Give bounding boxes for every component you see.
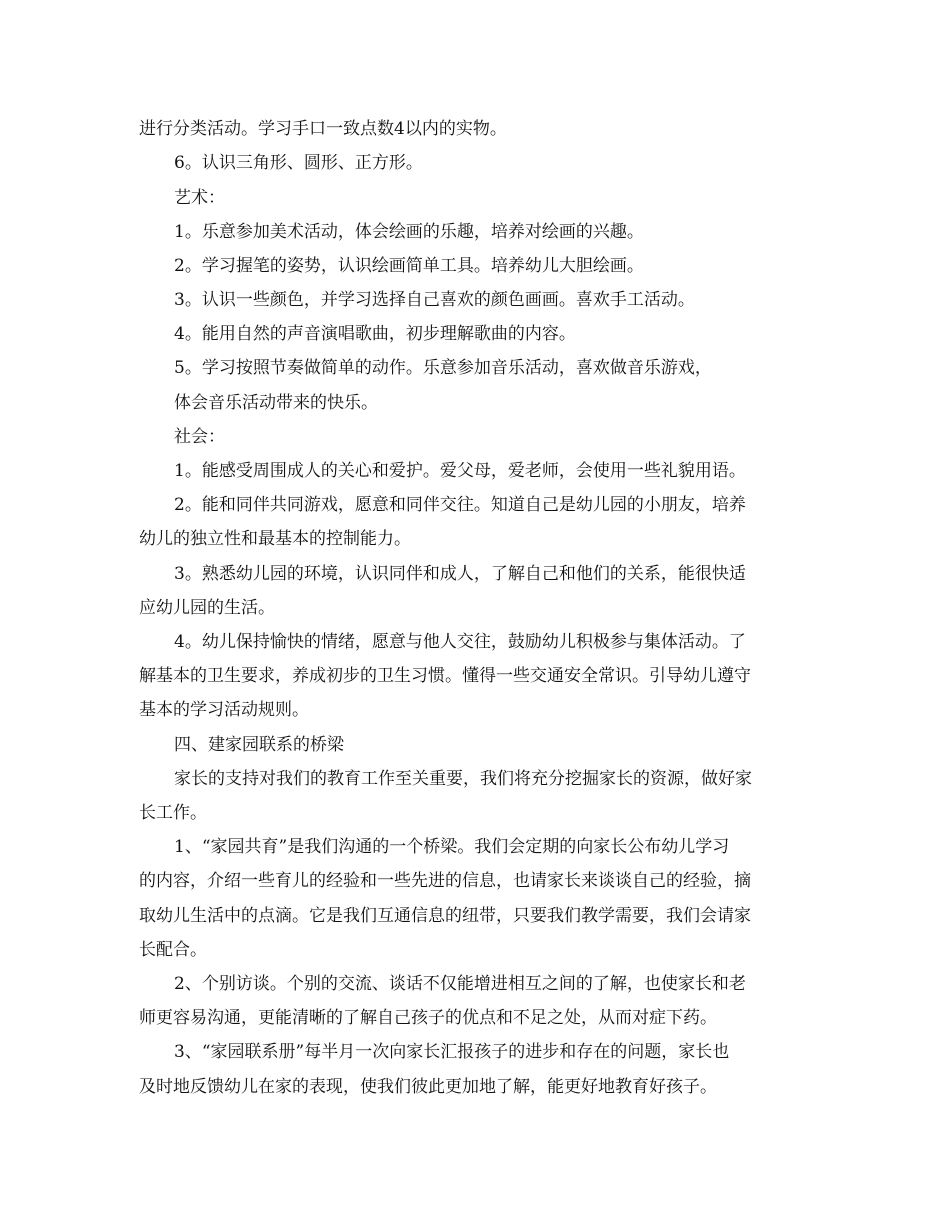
text-line: 家长的支持对我们的教育工作至关重要，我们将充分挖掘家长的资源，做好家 bbox=[174, 769, 752, 789]
text-line: 应幼儿园的生活。 bbox=[139, 598, 275, 618]
text-line: 4。幼儿保持愉快的情绪，愿意与他人交往，鼓励幼儿积极参与集体活动。了 bbox=[174, 632, 746, 652]
text-line: 长工作。 bbox=[139, 803, 207, 823]
text-line: 进行分类活动。学习手口一致点数4以内的实物。 bbox=[139, 119, 507, 139]
text-line: 体会音乐活动带来的快乐。 bbox=[174, 393, 378, 413]
text-line: 5。学习按照节奏做简单的动作。乐意参加音乐活动，喜欢做音乐游戏， bbox=[174, 358, 712, 378]
text-line: 师更容易沟通，更能清晰的了解自己孩子的优点和不足之处，从而对症下药。 bbox=[139, 1008, 717, 1028]
text-line: 2。学习握笔的姿势，认识绘画简单工具。培养幼儿大胆绘画。 bbox=[174, 256, 644, 276]
text-line: 2。能和同伴共同游戏，愿意和同伴交往。知道自己是幼儿园的小朋友，培养 bbox=[174, 495, 746, 515]
text-line: 的内容，介绍一些育儿的经验和一些先进的信息，也请家长来谈谈自己的经验，摘 bbox=[139, 871, 751, 891]
text-line: 长配合。 bbox=[139, 940, 207, 960]
section-heading-art: 艺术： bbox=[174, 188, 225, 208]
text-line: 基本的学习活动规则。 bbox=[139, 700, 309, 720]
text-line: 1。能感受周围成人的关心和爱护。爱父母，爱老师，会使用一些礼貌用语。 bbox=[174, 461, 746, 481]
text-line: 6。认识三角形、圆形、正方形。 bbox=[174, 153, 423, 173]
text-line: 解基本的卫生要求，养成初步的卫生习惯。懂得一些交通安全常识。引导幼儿遵守 bbox=[139, 666, 751, 686]
text-line: 1。乐意参加美术活动，体会绘画的乐趣，培养对绘画的兴趣。 bbox=[174, 222, 644, 242]
section-heading-society: 社会： bbox=[174, 427, 225, 447]
text-line: 取幼儿生活中的点滴。它是我们互通信息的纽带，只要我们教学需要，我们会请家 bbox=[139, 906, 751, 926]
text-line: 1、“家园共育”是我们沟通的一个桥梁。我们会定期的向家长公布幼儿学习 bbox=[174, 837, 730, 857]
text-line: 2、个别访谈。个别的交流、谈话不仅能增进相互之间的了解，也使家长和老 bbox=[174, 974, 746, 994]
text-line: 4。能用自然的声音演唱歌曲，初步理解歌曲的内容。 bbox=[174, 324, 576, 344]
text-line: 幼儿的独立性和最基本的控制能力。 bbox=[139, 529, 411, 549]
text-line: 3。熟悉幼儿园的环境，认识同伴和成人，了解自己和他们的关系，能很快适 bbox=[174, 564, 746, 584]
text-line: 及时地反馈幼儿在家的表现，使我们彼此更加地了解，能更好地教育好孩子。 bbox=[139, 1077, 717, 1097]
text-line: 3、“家园联系册”每半月一次向家长汇报孩子的进步和存在的问题，家长也 bbox=[174, 1042, 730, 1062]
section-heading-home-school: 四、建家园联系的桥梁 bbox=[174, 735, 344, 755]
text-line: 3。认识一些颜色，并学习选择自己喜欢的颜色画画。喜欢手工活动。 bbox=[174, 290, 695, 310]
